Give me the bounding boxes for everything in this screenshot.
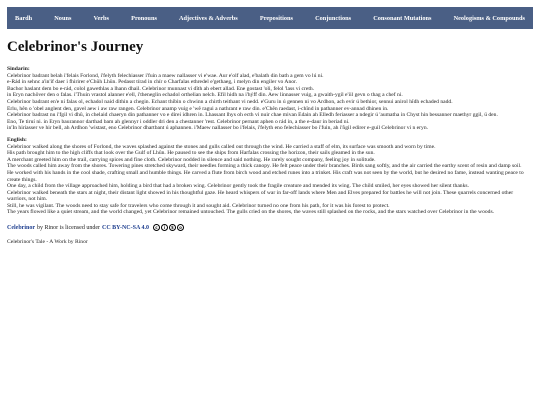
- sindarin-section: [7, 66, 533, 132]
- license-link[interactable]: CC BY-NC-SA 4.0: [102, 224, 149, 231]
- english-line: His path brought him to the high cliffs that look over the Gulf of Lhûn. He paused to see the ships from Harfalas crossing the horizon, their sails gleamed in the sun.: [7, 150, 375, 157]
- sindarin-line: e-Rád in sehnc a'in'if daer i fhirirer e'Chûh Lhün. Pedasst tírad in chír o Charfalas ethredel e'gethaeg, i melyn din engiler vo Anor.: [7, 79, 298, 86]
- sindarin-line: Eno, Te tiruí ni. in Eryn baurannor darthad bam ah glennyr i oddler dri den a chestanner 'rest. Celebrinor pernant aphen o rád in, a the e-daur in beriad ni.: [7, 118, 350, 125]
- english-line: The years flowed like a quiet stream, and the world changed, yet Celebrinor remained untouched. The gulls cried on the shores, the waves still splashed on the rocks, and the stars watched over Celebrinor in the woods.: [7, 209, 495, 216]
- nav-item-verbs[interactable]: Verbs: [93, 14, 110, 22]
- nav-item-neologisms-compounds[interactable]: Neologisms & Compounds: [453, 14, 525, 22]
- sindarin-line: Celebrinor badrast nu i'fgil vi dhû, in chelaid chaeryn din pathanner vo e direi idhren in. Lhassant lhys oh ecth vi nuir chae mivan Edain ah Elledh feriasser a ndegir ú 'aumatha in Chyst hin bessanner maethyr ggil, ü den.: [7, 112, 498, 119]
- top-navbar: [7, 7, 533, 29]
- english-line: The woods called him away from the shores. Towering pines stretched skyward, their needles forming a thick canopy. He felt peace under their branches. Birds sang softly, and the air carried the earthy scent of resin and damp soil.: [7, 163, 522, 170]
- nc-icon: $: [169, 224, 176, 231]
- nav-item-adjectives-adverbs[interactable]: Adjectives & Adverbs: [178, 14, 238, 22]
- sindarin-line: Erlu, hên o 'obel anglent den, gavel aew i aw raw rangen. Celebrinor anamp vuig e 'wê ragui a nathrant e raw din. e'Chên raedast, i-chînd in pathanner ev-annad dhinen in.: [7, 105, 389, 112]
- sindarin-label: Sindarin:: [7, 66, 30, 72]
- sindarin-line: in'In hiriasser ve hir bell, ah Ardhon 'wistast, eno Celebrinor dhartbant ú aphannen. i'Maew nallasser bo i'felais, i'felyth eno felechiasser bo i'fuin, ah i'ñgil edirer e-guil Celebrinor vi n eryn.: [7, 125, 429, 132]
- sindarin-line: Celebrinor badrant belah i'felais Forlond, i'felyth felechiasser i'fuin a maew nallasser vi e'wae. Aur e'olf alad, e'balath din bath a gem vo lú ni.: [7, 72, 324, 79]
- page-title: Celebrinor's Journey: [7, 39, 144, 55]
- english-line: Celebrinor walked beneath the stars at night, their distant light showed in his thoughtful gaze. He heard whispers of war in far-off lands where Men and Elves prepared for battles he will not join. These quarrels concerned other warriors, not him.: [7, 189, 514, 203]
- english-line: A merchant greeted him on the trail, carrying spices and fine cloth. Celebrinor nodded in silence and said nothing. He rarely sought company, feeling joy in solitude.: [7, 156, 376, 163]
- sindarin-line: Bachor haslant dem bo e-rád, colol gawethlas a lhann dhail. Celebrinor munnast vi dîth ah ebert allad. Ene gostast 'oli, felol 'lass vi creth.: [7, 85, 315, 92]
- license-text: by Rinor is licensed under: [37, 224, 100, 231]
- sindarin-line: Celebrinor badrant en'e ni falas ol, echadol naid dithin a chegin. Echant thíbin o chwinn a chirth teithant vi nedd. e'Guru in ú gennen ni vo Ardhon, ach evir ú bethior, sennui anirol hîdh echaded nadd.: [7, 98, 453, 105]
- cc-icon: c: [153, 224, 160, 231]
- nav-item-pronouns[interactable]: Pronouns: [131, 14, 157, 22]
- english-label: English:: [7, 136, 27, 143]
- sa-icon: o: [177, 224, 184, 231]
- footer-credit: Celebrinor's Tale - A Work by Rinor: [7, 239, 88, 246]
- main-content: [0, 39, 540, 245]
- english-line: Celebrinor walked along the shores of Forlond, the waves splashed against the stones and gulls called out through the wind. He carried a staff of elm, its surface was smooth and worn by time.: [7, 143, 436, 150]
- by-icon: i: [161, 224, 168, 231]
- nav-item-bardh[interactable]: Bardh: [15, 14, 33, 22]
- license-icons: [153, 224, 184, 231]
- english-line: Still, he was vigilant. The woods need to stay safe for travelers who come through it and sought aid. Celebrinor turned no one from his path, for it was his forest to protect.: [7, 202, 390, 209]
- nav-item-conjunctions[interactable]: Conjunctions: [315, 14, 352, 22]
- license-line: [7, 224, 533, 231]
- english-section: [7, 137, 533, 216]
- english-line: He worked with his hands in the cool shade, crafting small and humble things. He carved a flute from birch wood and etched runes into a trinket. His craft was not seen by the world, but he desired no fame, instead wanting peace to create things.: [7, 169, 524, 183]
- nav-item-nouns[interactable]: Nouns: [54, 14, 72, 22]
- sindarin-line: in Eryn nachôver den o falas. i'Thuin vrastol alanner e'ell, i'theneglin echadol orthelian nelch. Efil hidh na i'hýff din. Aew linnasser vuig, a gwaith-ygil e'iil gevn o thag a chef ni.: [7, 92, 403, 99]
- nav-item-prepositions[interactable]: Prepositions: [259, 14, 293, 22]
- english-line: One day, a child from the village approached him, holding a bird that had a broken wing. Celebrinor gently took the fragile creature and mended its wing. The child smiled, her eyes showed her silent thanks.: [7, 183, 469, 190]
- work-title-link[interactable]: Celebrinor: [7, 224, 35, 231]
- nav-item-consonant-mutations[interactable]: Consonant Mutations: [373, 14, 432, 22]
